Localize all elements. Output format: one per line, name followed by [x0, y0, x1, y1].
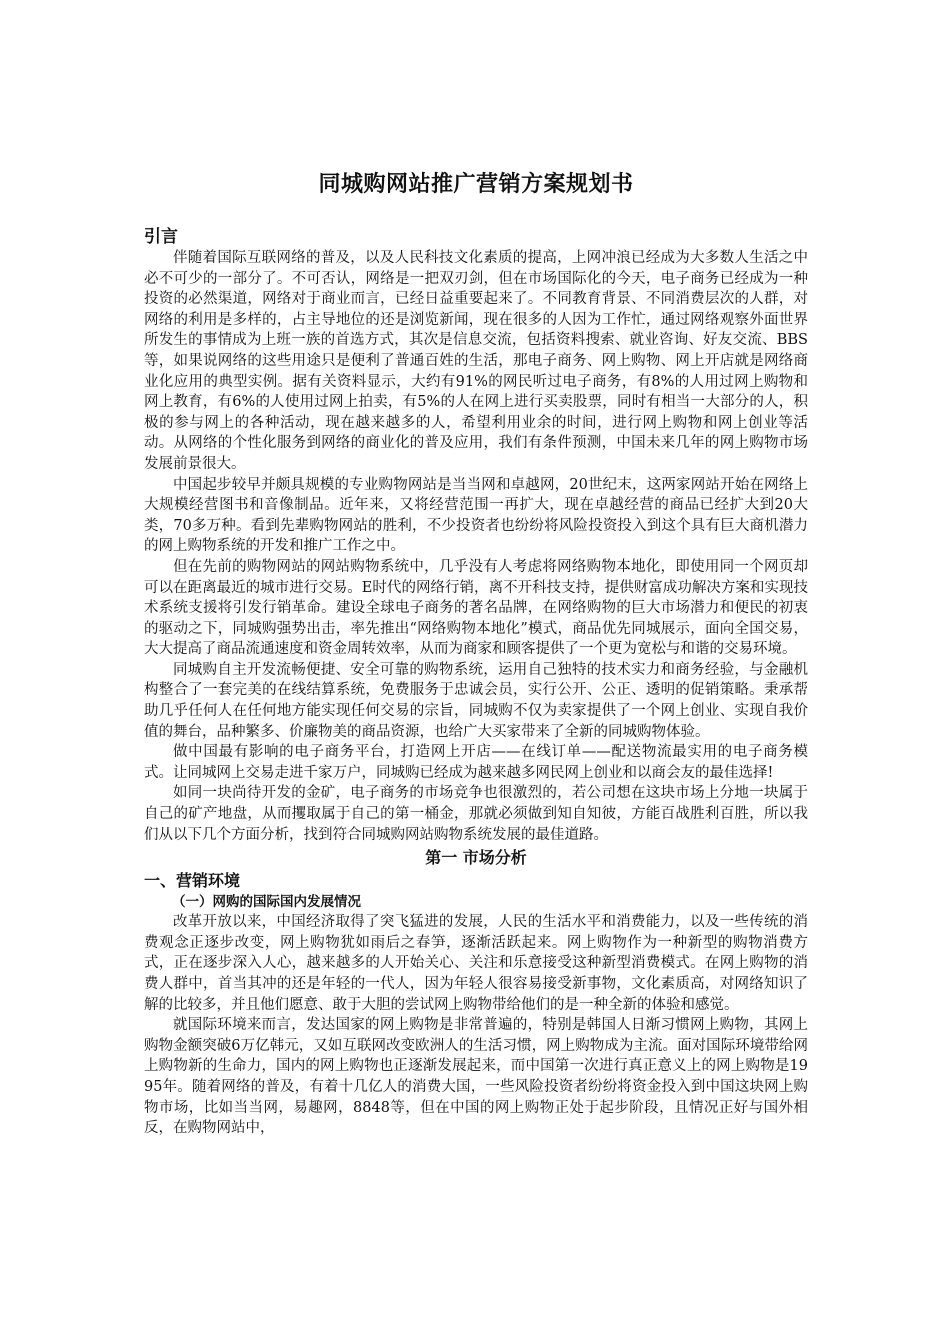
intro-paragraph-6: 如同一块尚待开发的金矿，电子商务的市场竞争也很激烈的，若公司想在这块市场上分地一块属于自己的矿产地盘，从而攫取属于自己的第一桶金，那就必须做到知自知彼，方能百战胜利百胜，所以我们从以下几个方面分析，找到符合同城购网站购物系统发展的最佳道路。 — [144, 785, 808, 843]
part-heading: 第一 市场分析 — [425, 848, 527, 868]
intro-heading: 引言 — [144, 227, 178, 247]
intro-paragraph-2: 中国起步较早并颇具规模的专业购物网站是当当网和卓越网，20世纪末，这两家网站开始在网络上大规模经营图书和音像制品。近年来，又将经营范围一再扩大，现在卓越经营的商品已经扩大到20大类，70多万种。看到先辈购物网站的胜利，不少投资者也纷纷将风险投资投入到这个具有巨大商机潜力的网上购物系统的开发和推广工作之中。 — [144, 476, 808, 555]
intro-paragraph-5: 做中国最有影响的电子商务平台，打造网上开店——在线订单——配送物流最实用的电子商务模式。让同城网上交易走进千家万户，同城购已经成为越来越多网民网上创业和以商会友的最佳选择! — [144, 744, 808, 781]
section-paragraph-2: 就国际环境来而言，发达国家的网上购物是非常普遍的，特别是韩国人日渐习惯网上购物，其网上购物金额突破6万亿韩元，又如互联网改变欧洲人的生活习惯，网上购物成为主流。面对国际环境带给网上购物新的生命力，国内的网上购物也正逐渐发展起来，而中国第一次进行真正意义上的网上购物是1995年。随着网络的普及，有着十几亿人的消费大国，一些风险投资者纷纷将资金投入到中国这块网上购物市场，比如当当网，易趣网，8848等，但在中国的网上购物正处于起步阶段，且情况正好与国外相反，在购物网站中， — [144, 1017, 808, 1137]
document-title: 同城购网站推广营销方案规划书 — [318, 172, 634, 197]
intro-paragraph-4: 同城购自主开发流畅便捷、安全可靠的购物系统，运用自己独特的技术实力和商务经验，与金融机构整合了一套完美的在线结算系统，免费服务于忠诚会员，实行公开、公正、透明的促销策略。秉承帮助几乎任何人在任何地方能实现任何交易的宗旨，同城购不仅为卖家提供了一个网上创业、实现自我价值的舞台，品种繁多、价廉物美的商品资源，也给广大买家带来了全新的同城购物体验。 — [144, 661, 808, 740]
intro-paragraph-1: 伴随着国际互联网络的普及，以及人民科技文化素质的提高，上网冲浪已经成为大多数人生活之中必不可少的一部分了。不可否认，网络是一把双刃剑，但在市场国际化的今天，电子商务已经成为一种投资的必然渠道，网络对于商业而言，已经日益重要起来了。不同教育背景、不同消费层次的人群，对网络的利用是多样的，占主导地位的还是浏览新闻，现在很多的人因为工作忙，通过网络观察外面世界所发生的事情成为上班一族的首选方式，其次是信息交流，包括资料搜索、就业咨询、好友交流、BBS等，如果说网络的这些用途只是便利了普通百姓的生活，那电子商务、网上购物、网上开店就是网络商业化应用的典型实例。据有关资料显示，大约有91%的网民听过电子商务，有8%的人用过网上购物和网上教育，有6%的人使用过网上拍卖，有5%的人在网上进行买卖股票，同时有相当一大部分的人，积极的参与网上的各种活动，现在越来越多的人，希望利用业余的时间，进行网上购物和网上创业等活动。从网络的个性化服务到网络的商业化的普及应用，我们有条件预测，中国未来几年的网上购物市场发展前景很大。 — [144, 250, 808, 472]
section-paragraph-1: 改革开放以来，中国经济取得了突飞猛进的发展，人民的生活水平和消费能力，以及一些传统的消费观念正逐步改变，网上购物犹如雨后之春笋，逐渐活跃起来。网上购物作为一种新型的购物消费方式，正在逐步深入人心，越来越多的人开始关心、关注和乐意接受这种新型消费模式。在网上购物的消费人群中，首当其冲的还是年轻的一代人，因为年轻人很容易接受新事物，文化素质高，对网络知识了解的比较多，并且他们愿意、敢于大胆的尝试网上购物带给他们的是一种全新的体验和感觉。 — [144, 914, 808, 1013]
subsection-heading: （一）网购的国际国内发展情况 — [172, 894, 361, 911]
document-page — [144, 170, 808, 1139]
intro-paragraph-3: 但在先前的购物网站的网站购物系统中，几乎没有人考虑将网络购物本地化，即使用同一个网页却可以在距离最近的城市进行交易。E时代的网络行销，离不开科技支持，提供财富成功解决方案和实现技术系统支援将引发行销革命。建设全球电子商务的著名品牌，在网络购物的巨大市场潜力和便民的初衷的驱动之下，同城购强势出击，率先推出“网络购物本地化”模式，商品优先同城展示，面向全国交易，大大提高了商品流通速度和资金周转效率，从而为商家和顾客提供了一个更为宽松与和谐的交易环境。 — [144, 558, 808, 658]
section-heading: 一、营销环境 — [144, 871, 241, 891]
